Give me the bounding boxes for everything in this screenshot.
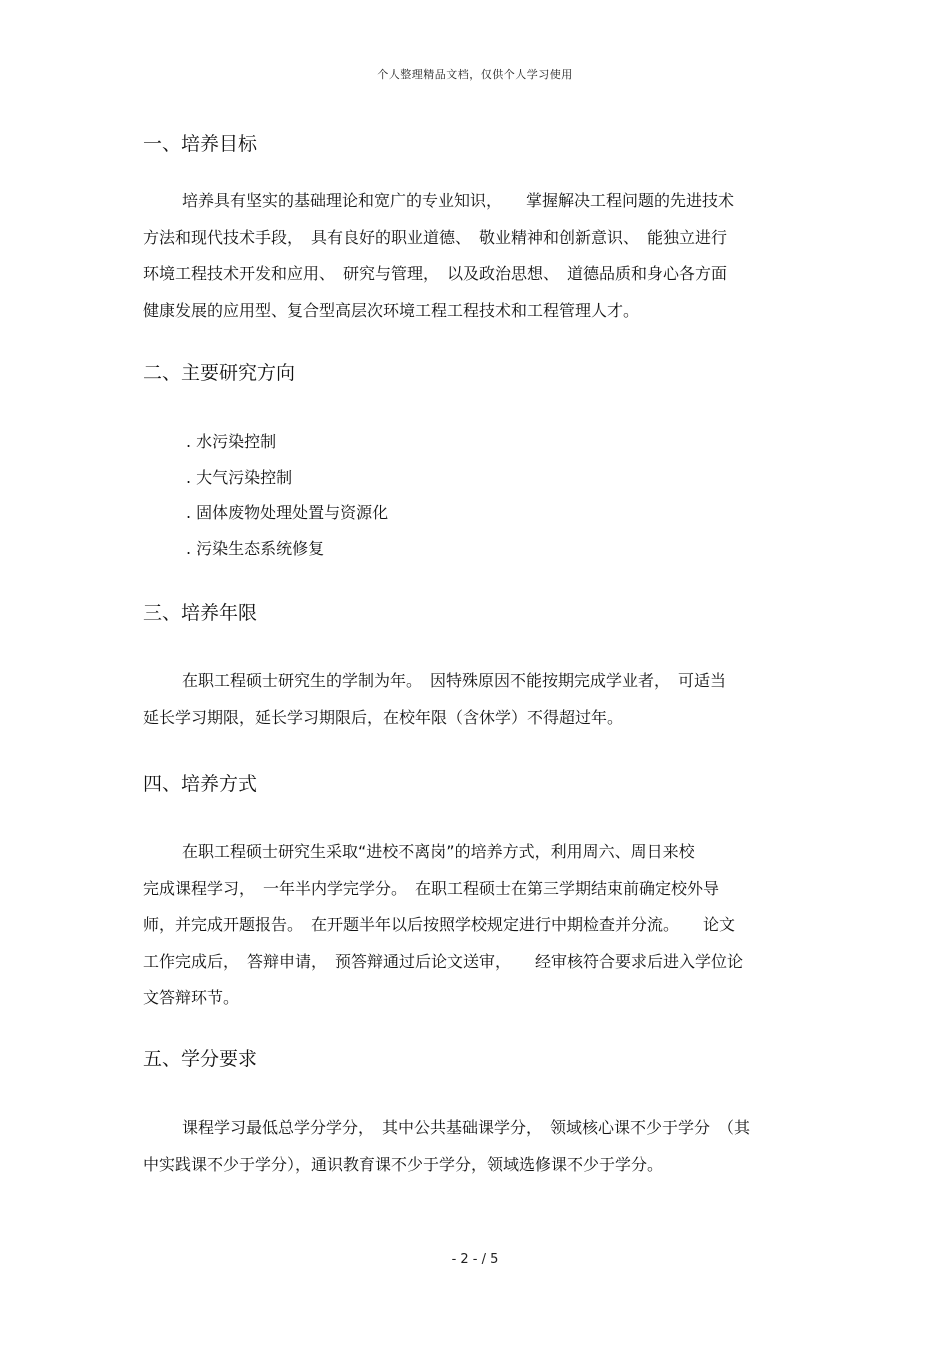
list-item: . 水污染控制 xyxy=(186,432,277,451)
section-heading-objectives: 一、培养目标 xyxy=(143,133,258,155)
section-heading-duration: 三、培养年限 xyxy=(143,602,258,624)
paragraph-line: 在职工程硕士研究生采取“进校不离岗”的培养方式，利用周六、周日来校 xyxy=(182,842,695,861)
list-item: . 固体废物处理处置与资源化 xyxy=(186,503,389,522)
paragraph-line: 文答辩环节。 xyxy=(143,988,240,1007)
section-heading-training-mode: 四、培养方式 xyxy=(143,773,258,795)
paragraph-line: 中实践课不少于学分），通识教育课不少于学分，领域选修课不少于学分。 xyxy=(143,1154,664,1174)
paragraph-line: 师，并完成开题报告。 在开题半年以后按照学校规定进行中期检查并分流。 论文 xyxy=(143,915,736,934)
section-heading-research-directions: 二、主要研究方向 xyxy=(143,362,296,384)
paragraph-line: 在职工程硕士研究生的学制为年。 因特殊原因不能按期完成学业者， 可适当 xyxy=(182,671,727,690)
paragraph-line: 健康发展的应用型、复合型高层次环境工程工程技术和工程管理人才。 xyxy=(143,300,640,320)
paragraph-line: 课程学习最低总学分学分， 其中公共基础课学分， 领域核心课不少于学分 （其 xyxy=(182,1118,751,1137)
duration-paragraph xyxy=(143,663,823,736)
objectives-paragraph xyxy=(143,183,823,329)
list-item: . 污染生态系统修复 xyxy=(186,538,325,558)
paragraph-line: 方法和现代技术手段， 具有良好的职业道德、 敬业精神和创新意识、 能独立进行 xyxy=(143,227,728,247)
paragraph-line: 培养具有坚实的基础理论和宽广的专业知识， 掌握解决工程问题的先进技术 xyxy=(182,191,735,210)
research-directions-list xyxy=(186,424,388,566)
page-number: - 2 - / 5 xyxy=(451,1252,499,1267)
paragraph-line: 工作完成后， 答辩申请， 预答辩通过后论文送审， 经审核符合要求后进入学位论 xyxy=(143,951,744,971)
section-heading-credits: 五、学分要求 xyxy=(143,1048,258,1070)
paragraph-line: 延长学习期限，延长学习期限后，在校年限（含休学）不得超过年。 xyxy=(143,707,624,727)
paragraph-line: 环境工程技术开发和应用、 研究与管理， 以及政治思想、 道德品质和身心各方面 xyxy=(143,264,728,283)
training-mode-paragraph xyxy=(143,834,823,1017)
credits-paragraph xyxy=(143,1110,823,1183)
paragraph-line: 完成课程学习， 一年半内学完学分。 在职工程硕士在第三学期结束前确定校外导 xyxy=(143,878,720,898)
list-item: . 大气污染控制 xyxy=(186,467,293,487)
page-header: 个人整理精品文档，仅供个人学习使用 xyxy=(377,68,573,81)
